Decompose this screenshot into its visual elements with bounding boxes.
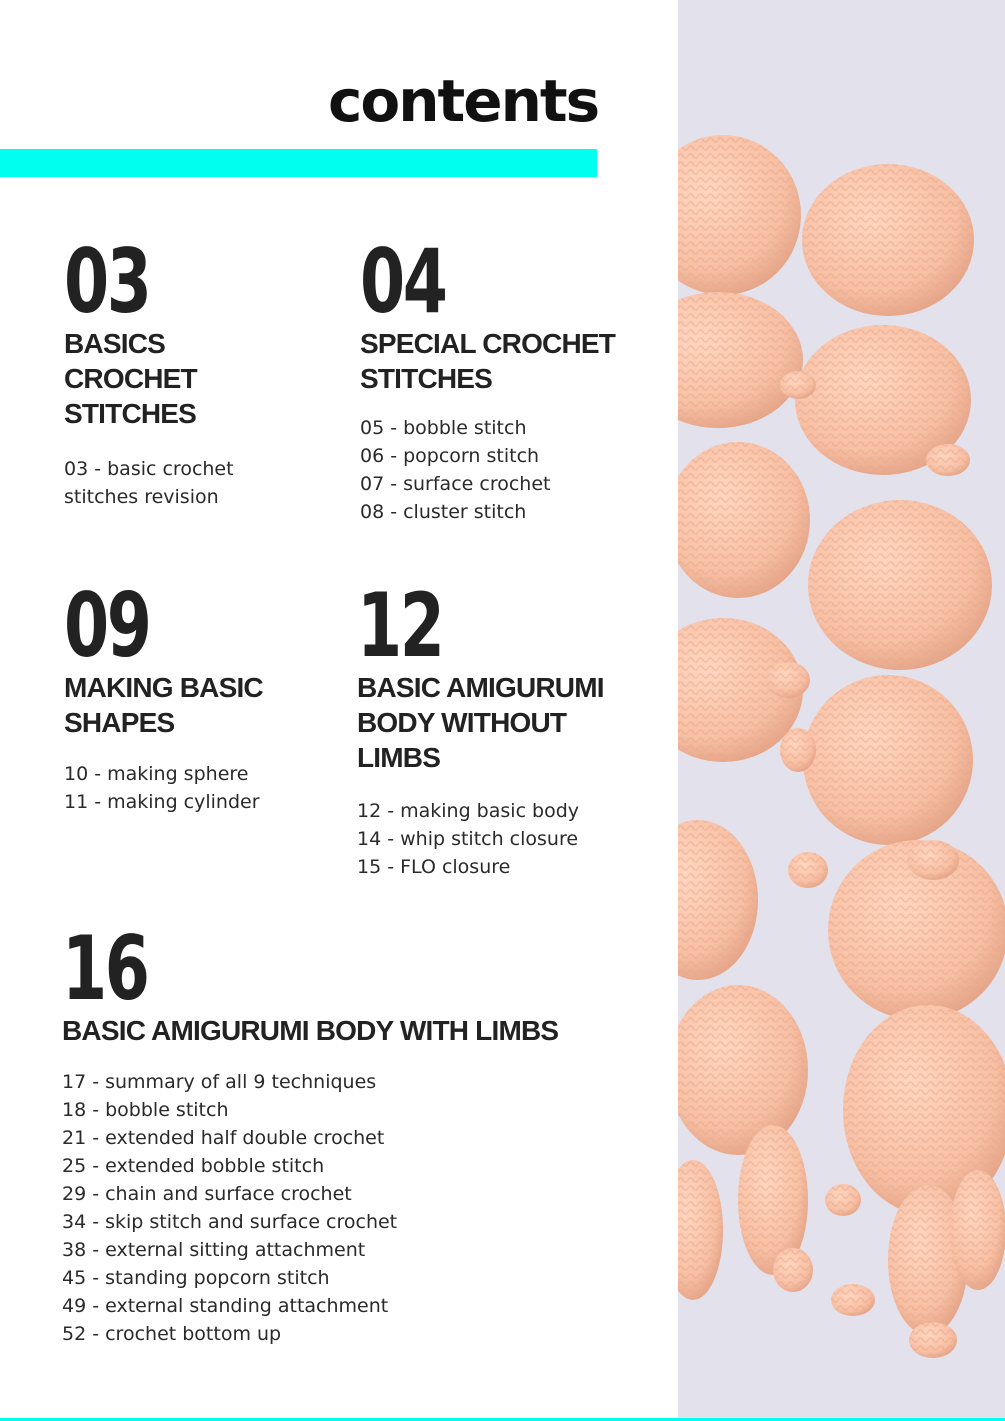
- yarn-figure-6-texture: [808, 500, 992, 670]
- accent-bar: [0, 149, 597, 177]
- amigurumi-photo: [678, 0, 1005, 1421]
- section-09: [64, 574, 334, 816]
- section-items: [62, 1068, 642, 1348]
- contents-entry[interactable]: 05 - bobble stitch: [360, 417, 527, 439]
- section-number: 16: [62, 917, 148, 1020]
- yarn-limb-7-texture: [825, 1184, 861, 1216]
- contents-entry[interactable]: 14 - whip stitch closure: [357, 828, 579, 850]
- section-16: [62, 917, 642, 1348]
- section-number: 04: [360, 230, 446, 333]
- section-title: BASIC AMIGURUMI BODY WITH LIMBS: [62, 1015, 559, 1046]
- section-title: BASIC AMIGURUMI BODY WITHOUT LIMBS: [357, 672, 604, 773]
- contents-entry[interactable]: 52 - crochet bottom up: [62, 1323, 282, 1345]
- yarn-limb-1-texture: [780, 371, 816, 399]
- contents-entry[interactable]: 11 - making cylinder: [64, 791, 260, 813]
- contents-entry[interactable]: 15 - FLO closure: [357, 856, 511, 878]
- section-number: 09: [64, 574, 150, 677]
- yarn-limb-4-texture: [780, 728, 816, 772]
- contents-entry[interactable]: 12 - making basic body: [357, 800, 580, 822]
- yarn-limb-5-texture: [788, 852, 828, 888]
- section-items: [64, 760, 334, 816]
- yarn-limb-8-texture: [831, 1284, 875, 1316]
- contents-entry[interactable]: stitches revision: [64, 486, 219, 508]
- contents-entry[interactable]: 25 - extended bobble stitch: [62, 1155, 325, 1177]
- page-title: contents: [328, 67, 599, 135]
- contents-entry[interactable]: 07 - surface crochet: [360, 473, 551, 495]
- contents-entry[interactable]: 45 - standing popcorn stitch: [62, 1267, 330, 1289]
- section-04: [360, 230, 650, 526]
- section-items: [360, 414, 650, 526]
- contents-entry[interactable]: 29 - chain and surface crochet: [62, 1183, 352, 1205]
- yarn-figure-15-texture: [950, 1170, 1005, 1290]
- section-12: [357, 574, 657, 881]
- yarn-limb-2-texture: [926, 444, 970, 476]
- contents-entry[interactable]: 06 - popcorn stitch: [360, 445, 540, 467]
- section-items: [64, 455, 334, 511]
- contents-entry[interactable]: 21 - extended half double crochet: [62, 1127, 385, 1149]
- contents-entry[interactable]: 49 - external standing attachment: [62, 1295, 389, 1317]
- section-number: 12: [357, 574, 443, 677]
- yarn-figure-2-texture: [802, 164, 974, 316]
- yarn-limb-9-texture: [773, 1248, 813, 1292]
- contents-entry[interactable]: 08 - cluster stitch: [360, 501, 527, 523]
- yarn-limb-6-texture: [907, 840, 959, 880]
- contents-entry[interactable]: 34 - skip stitch and surface crochet: [62, 1211, 398, 1233]
- contents-entry[interactable]: 10 - making sphere: [64, 763, 249, 785]
- contents-entry[interactable]: 38 - external sitting attachment: [62, 1239, 366, 1261]
- yarn-limb-3-texture: [766, 662, 810, 698]
- section-number: 03: [64, 230, 150, 333]
- section-title: BASICS CROCHET STITCHES: [64, 328, 197, 429]
- section-title: SPECIAL CROCHET STITCHES: [360, 328, 616, 394]
- section-items: [357, 797, 657, 881]
- contents-entry[interactable]: 18 - bobble stitch: [62, 1099, 229, 1121]
- section-title: MAKING BASIC SHAPES: [64, 672, 263, 738]
- yarn-figure-8-texture: [803, 675, 973, 845]
- section-03: [64, 230, 334, 511]
- yarn-limb-10-texture: [909, 1322, 957, 1358]
- contents-entry[interactable]: 17 - summary of all 9 techniques: [62, 1071, 377, 1093]
- contents-entry[interactable]: 03 - basic crochet: [64, 458, 234, 480]
